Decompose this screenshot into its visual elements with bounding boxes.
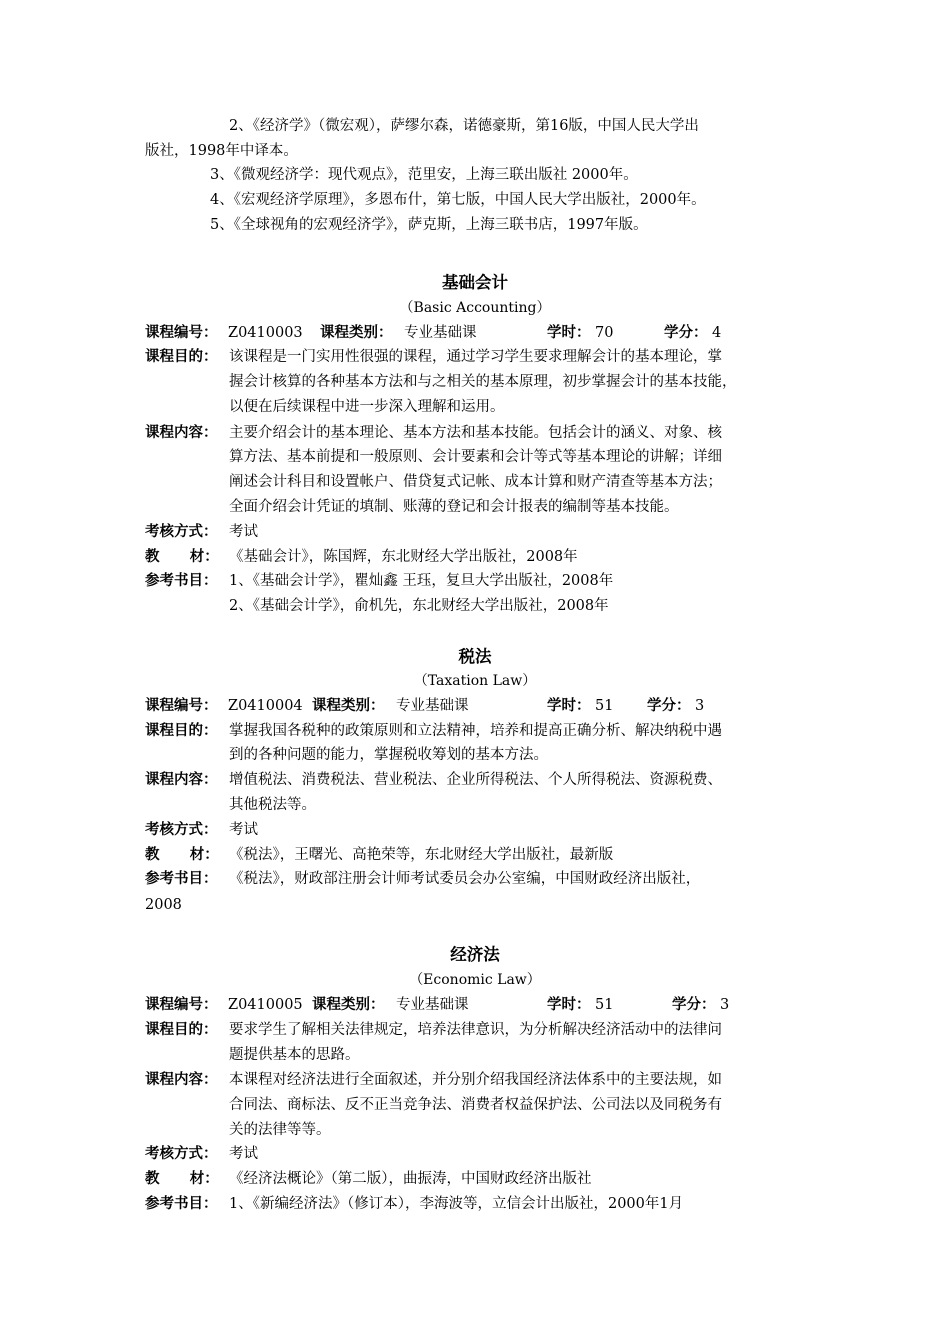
course-title: 基础会计	[442, 273, 508, 292]
content-line: 全面介绍会计凭证的填制、账薄的登记和会计报表的编制等基本技能。	[229, 499, 679, 515]
textbook-label: 教 材：	[145, 1171, 219, 1187]
content-line: 算方法、基本前提和一般原则、会计要素和会计等式等基本理论的讲解；详细	[229, 449, 722, 465]
purpose-line: 该课程是一门实用性很强的课程，通过学习学生要求理解会计的基本理论，掌	[229, 349, 722, 365]
refs-label: 参考书目：	[145, 1196, 218, 1212]
course-credits: 3	[695, 698, 705, 714]
exam-value: 考试	[229, 1146, 258, 1162]
content-label: 课程内容：	[145, 772, 218, 788]
course-credits: 4	[712, 325, 722, 341]
prev-ref-2-cont: 版社，1998年中译本。	[145, 143, 298, 159]
purpose-line: 掌握我国各税种的政策原则和立法精神，培养和提高正确分析、解决纳税中遇	[229, 723, 722, 739]
purpose-line: 以便在后续课程中进一步深入理解和运用。	[229, 399, 505, 415]
content-label: 课程内容：	[145, 425, 218, 441]
textbook-label: 教 材：	[145, 549, 219, 565]
hours-label: 学时：	[547, 997, 591, 1013]
category-label: 课程类别：	[312, 698, 385, 714]
course-title: 经济法	[450, 945, 500, 964]
category-label: 课程类别：	[320, 325, 393, 341]
credits-label: 学分：	[672, 997, 716, 1013]
ref-item-cont: 2008	[145, 897, 182, 913]
exam-label: 考核方式：	[145, 822, 218, 838]
ref-item: 1、《基础会计学》，瞿灿鑫 王珏，复旦大学出版社，2008年	[229, 573, 614, 589]
prev-ref-2: 2、《经济学》（微宏观），萨缪尔森，诺德豪斯，第16版，中国人民大学出	[229, 118, 699, 134]
code-label: 课程编号：	[145, 325, 218, 341]
hours-label: 学时：	[547, 698, 591, 714]
refs-label: 参考书目：	[145, 573, 218, 589]
content-line: 合同法、商标法、反不正当竞争法、消费者权益保护法、公司法以及同税务有	[229, 1097, 722, 1113]
exam-label: 考核方式：	[145, 524, 218, 540]
hours-label: 学时：	[547, 325, 591, 341]
purpose-label: 课程目的：	[145, 723, 218, 739]
refs-label: 参考书目：	[145, 871, 218, 887]
purpose-line: 到的各种问题的能力，掌握税收筹划的基本方法。	[229, 747, 548, 763]
content-line: 主要介绍会计的基本理论、基本方法和基本技能。包括会计的涵义、对象、核	[229, 425, 722, 441]
content-line: 增值税法、消费税法、营业税法、企业所得税法、个人所得税法、资源税费、	[229, 772, 722, 788]
course-hours: 70	[595, 325, 614, 341]
content-line: 本课程对经济法进行全面叙述，并分别介绍我国经济法体系中的主要法规，如	[229, 1072, 722, 1088]
purpose-label: 课程目的：	[145, 1022, 218, 1038]
ref-item: 1、《新编经济法》（修订本），李海波等，立信会计出版社，2000年1月	[229, 1196, 684, 1212]
textbook-value: 《经济法概论》（第二版），曲振涛，中国财政经济出版社	[229, 1171, 592, 1187]
content-label: 课程内容：	[145, 1072, 218, 1088]
content-line: 阐述会计科目和设置帐户、借贷复式记帐、成本计算和财产清查等基本方法；	[229, 474, 722, 490]
course-code: Z0410004	[228, 698, 303, 714]
textbook-label: 教 材：	[145, 847, 219, 863]
exam-label: 考核方式：	[145, 1146, 218, 1162]
course-code: Z0410005	[228, 997, 303, 1013]
prev-ref-4: 4、《宏观经济学原理》，多恩布什，第七版，中国人民大学出版社，2000年。	[210, 192, 706, 208]
course-title: 税法	[458, 647, 492, 666]
purpose-label: 课程目的：	[145, 349, 218, 365]
textbook-value: 《税法》，王曙光、高艳荣等，东北财经大学出版社，最新版	[229, 847, 614, 863]
course-subtitle: （Taxation Law）	[413, 673, 537, 689]
prev-ref-5: 5、《全球视角的宏观经济学》，萨克斯，上海三联书店，1997年版。	[210, 217, 648, 233]
purpose-line: 握会计核算的各种基本方法和与之相关的基本原理，初步掌握会计的基本技能，	[229, 374, 737, 390]
exam-value: 考试	[229, 524, 258, 540]
purpose-line: 题提供基本的思路。	[229, 1047, 360, 1063]
course-subtitle: （Economic Law）	[409, 972, 541, 988]
course-credits: 3	[720, 997, 730, 1013]
credits-label: 学分：	[647, 698, 691, 714]
textbook-value: 《基础会计》，陈国辉，东北财经大学出版社，2008年	[229, 549, 578, 565]
content-line: 关的法律等等。	[229, 1122, 331, 1138]
course-subtitle: （Basic Accounting）	[399, 300, 551, 316]
credits-label: 学分：	[664, 325, 708, 341]
ref-item: 《税法》，财政部注册会计师考试委员会办公室编，中国财政经济出版社，	[229, 871, 701, 887]
content-line: 其他税法等。	[229, 797, 316, 813]
course-hours: 51	[595, 997, 614, 1013]
course-category: 专业基础课	[396, 698, 469, 714]
exam-value: 考试	[229, 822, 258, 838]
code-label: 课程编号：	[145, 698, 218, 714]
course-category: 专业基础课	[396, 997, 469, 1013]
course-code: Z0410003	[228, 325, 303, 341]
category-label: 课程类别：	[312, 997, 385, 1013]
code-label: 课程编号：	[145, 997, 218, 1013]
ref-item: 2、《基础会计学》，俞机先，东北财经大学出版社，2008年	[229, 598, 609, 614]
purpose-line: 要求学生了解相关法律规定，培养法律意识，为分析解决经济活动中的法律问	[229, 1022, 722, 1038]
course-hours: 51	[595, 698, 614, 714]
prev-ref-3: 3、《微观经济学：现代观点》，范里安，上海三联出版社 2000年。	[210, 167, 638, 183]
course-category: 专业基础课	[404, 325, 477, 341]
